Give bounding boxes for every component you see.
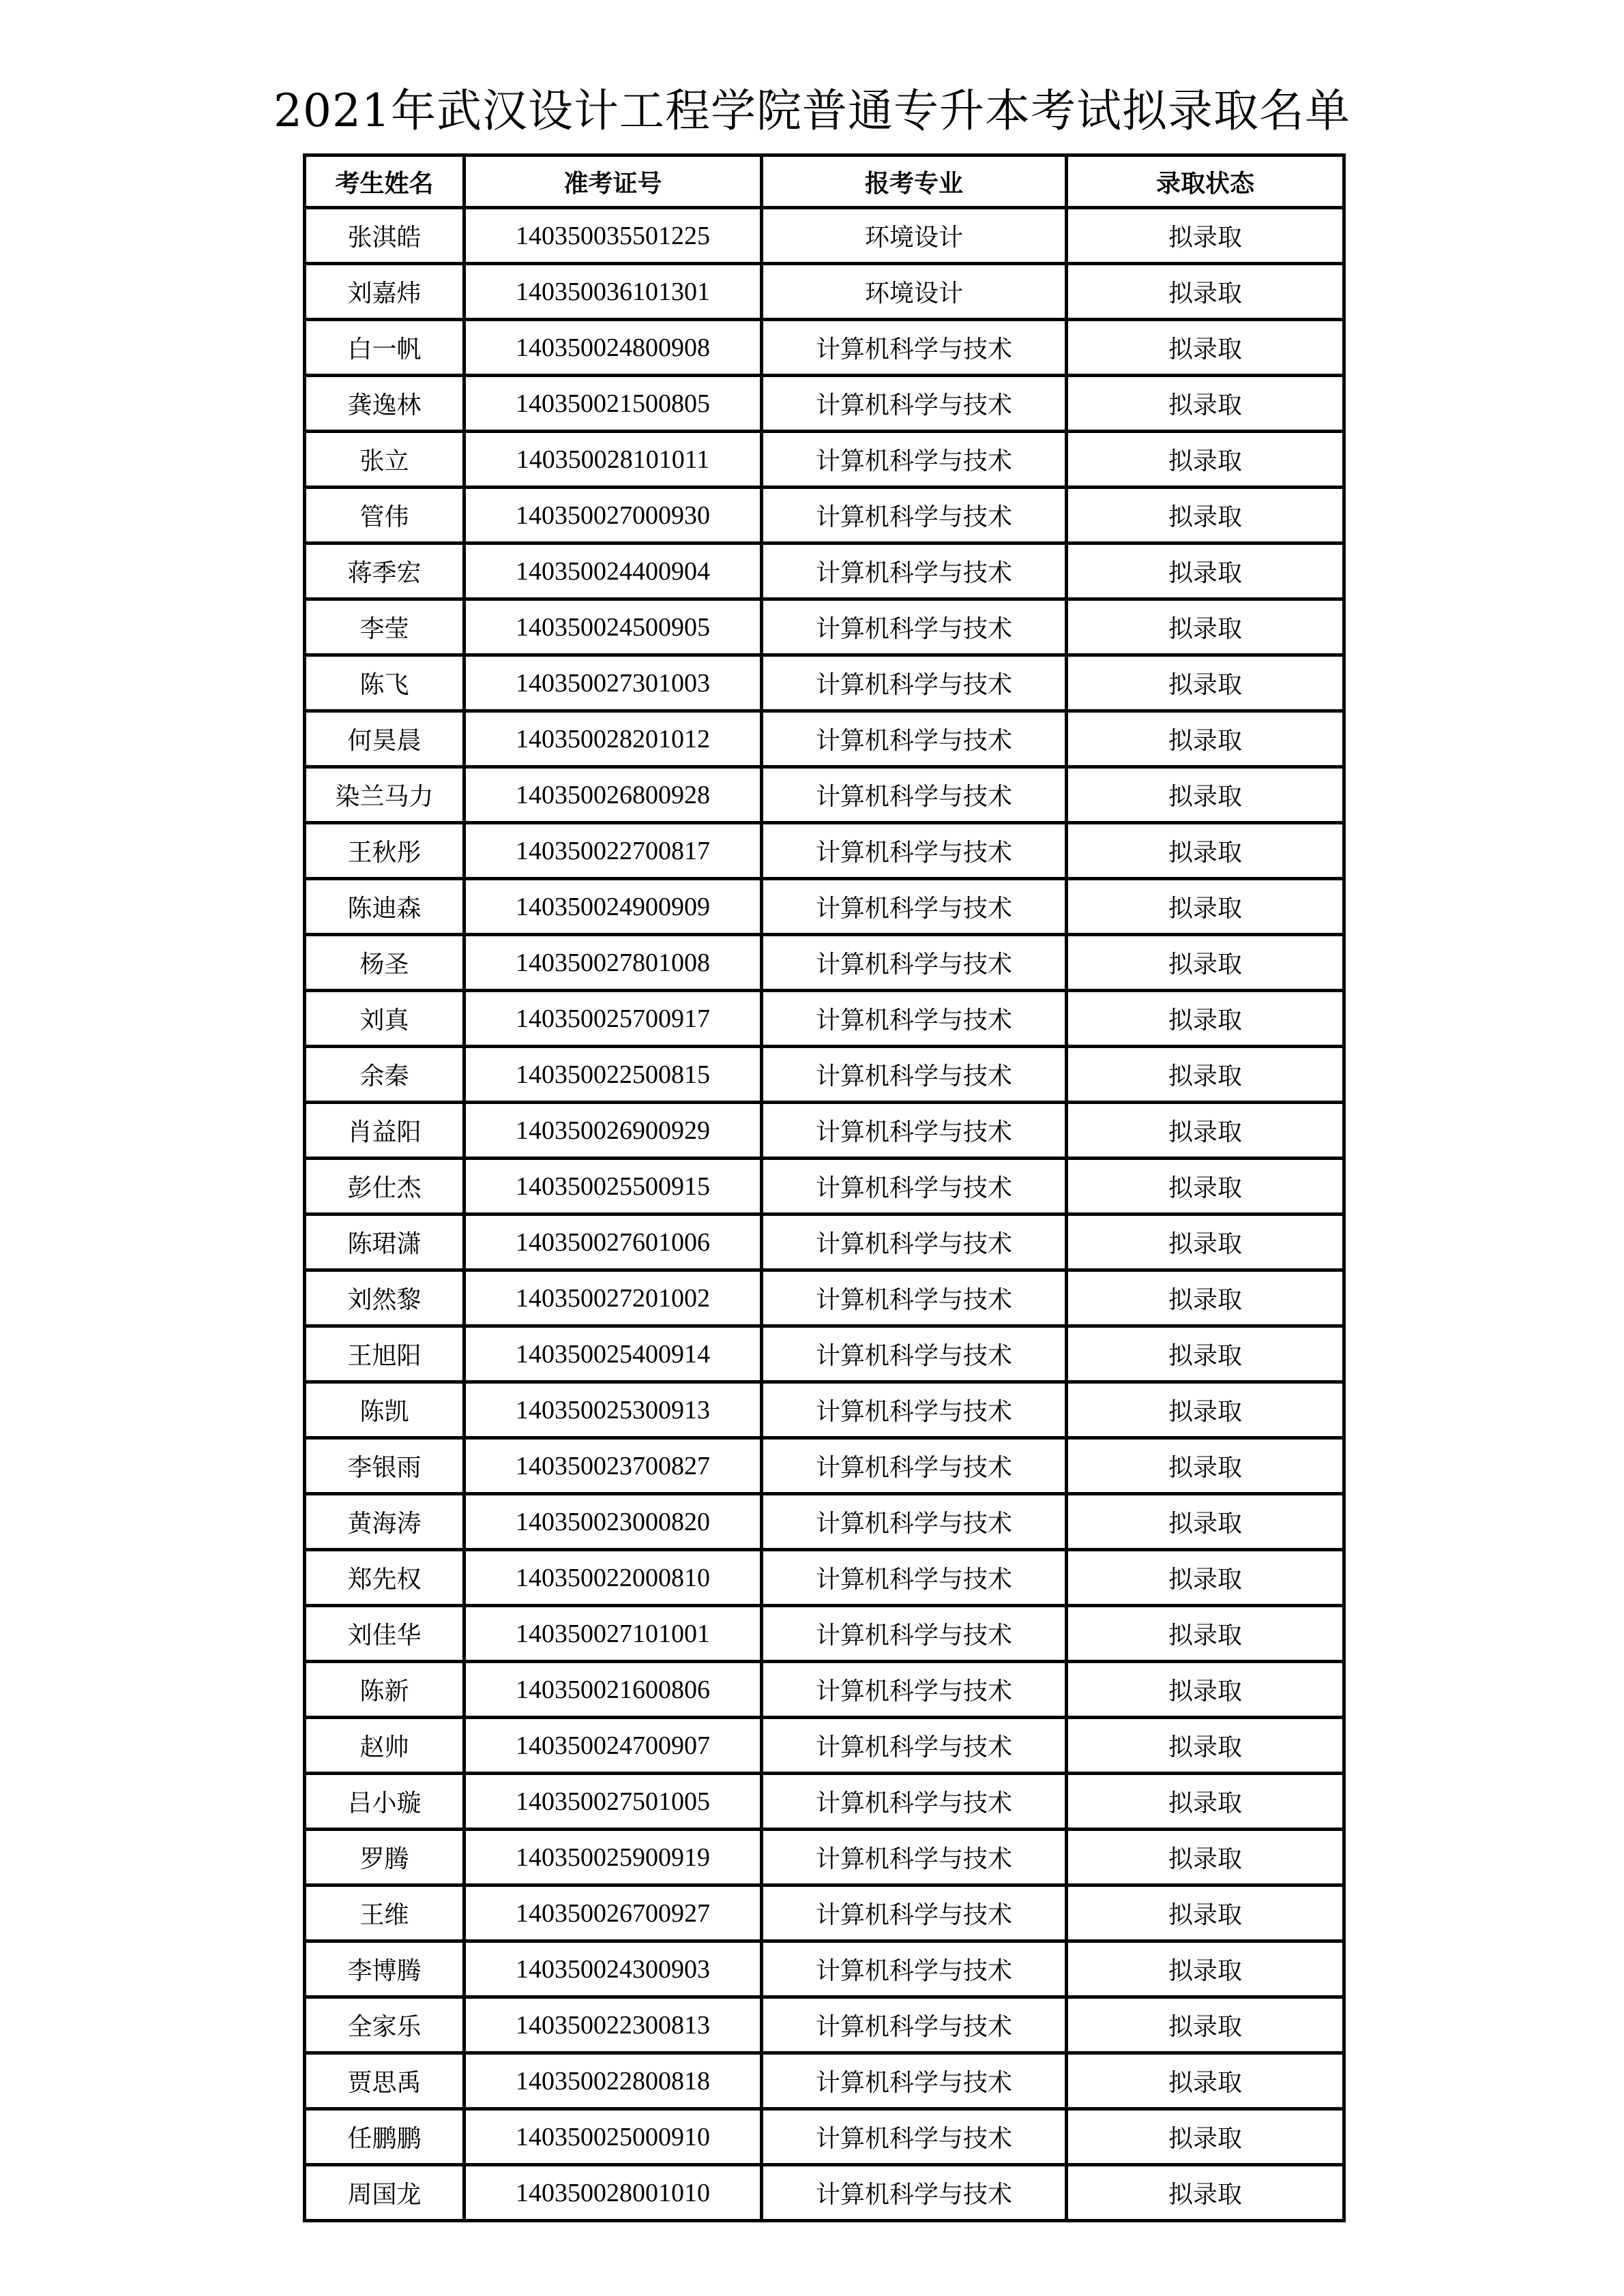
exam-id-cell: 140350022500815 [464,1047,762,1103]
table-header-row [305,155,1344,208]
major-cell: 计算机科学与技术 [762,767,1067,823]
status-cell: 拟录取 [1067,320,1344,376]
student-name-cell: 赵帅 [305,1718,464,1774]
exam-id-cell: 140350026900929 [464,1103,762,1159]
student-name-cell: 王秋彤 [305,823,464,879]
student-name-cell: 龚逸林 [305,376,464,432]
header-major: 报考专业 [762,155,1067,208]
status-cell: 拟录取 [1067,543,1344,599]
student-name-cell: 任鹏鹏 [305,2109,464,2165]
exam-id-cell: 140350022000810 [464,1550,762,1606]
exam-id-cell: 140350035501225 [464,208,762,264]
student-name-cell: 王维 [305,1885,464,1941]
exam-id-cell: 140350027000930 [464,488,762,543]
exam-id-cell: 140350022700817 [464,823,762,879]
major-cell: 计算机科学与技术 [762,879,1067,935]
exam-id-cell: 140350025300913 [464,1382,762,1438]
major-cell: 计算机科学与技术 [762,711,1067,767]
table-row [305,543,1344,599]
status-cell: 拟录取 [1067,1662,1344,1718]
major-cell: 计算机科学与技术 [762,1159,1067,1214]
status-cell: 拟录取 [1067,488,1344,543]
major-cell: 计算机科学与技术 [762,1047,1067,1103]
student-name-cell: 陈迪森 [305,879,464,935]
exam-id-cell: 140350027501005 [464,1774,762,1830]
student-name-cell: 何昊晨 [305,711,464,767]
header-exam-id: 准考证号 [464,155,762,208]
major-cell: 计算机科学与技术 [762,655,1067,711]
table-row [305,488,1344,543]
student-name-cell: 白一帆 [305,320,464,376]
table-row [305,599,1344,655]
status-cell: 拟录取 [1067,1718,1344,1774]
status-cell: 拟录取 [1067,823,1344,879]
major-cell: 计算机科学与技术 [762,1718,1067,1774]
exam-id-cell: 140350027601006 [464,1214,762,1270]
status-cell: 拟录取 [1067,991,1344,1047]
table-row [305,1382,1344,1438]
student-name-cell: 罗腾 [305,1830,464,1885]
status-cell: 拟录取 [1067,1270,1344,1326]
exam-id-cell: 140350025500915 [464,1159,762,1214]
exam-id-cell: 140350025000910 [464,2109,762,2165]
major-cell: 计算机科学与技术 [762,823,1067,879]
exam-id-cell: 140350027101001 [464,1606,762,1662]
status-cell: 拟录取 [1067,1941,1344,1997]
status-cell: 拟录取 [1067,935,1344,991]
exam-id-cell: 140350021600806 [464,1662,762,1718]
table-row [305,935,1344,991]
major-cell: 计算机科学与技术 [762,543,1067,599]
status-cell: 拟录取 [1067,879,1344,935]
student-name-cell: 王旭阳 [305,1326,464,1382]
table-row [305,991,1344,1047]
student-name-cell: 刘嘉炜 [305,264,464,320]
status-cell: 拟录取 [1067,1438,1344,1494]
major-cell: 计算机科学与技术 [762,1941,1067,1997]
exam-id-cell: 140350026700927 [464,1885,762,1941]
major-cell: 计算机科学与技术 [762,2109,1067,2165]
table-row [305,320,1344,376]
table-row [305,1159,1344,1214]
exam-id-cell: 140350024800908 [464,320,762,376]
status-cell: 拟录取 [1067,1326,1344,1382]
status-cell: 拟录取 [1067,655,1344,711]
exam-id-cell: 140350024300903 [464,1941,762,1997]
page-title: 2021年武汉设计工程学院普通专升本考试拟录取名单 [274,85,1350,137]
student-name-cell: 张立 [305,432,464,488]
exam-id-cell: 140350024900909 [464,879,762,935]
table-row [305,1718,1344,1774]
exam-id-cell: 140350028201012 [464,711,762,767]
student-name-cell: 肖益阳 [305,1103,464,1159]
major-cell: 计算机科学与技术 [762,1550,1067,1606]
status-cell: 拟录取 [1067,1830,1344,1885]
major-cell: 计算机科学与技术 [762,1214,1067,1270]
major-cell: 计算机科学与技术 [762,935,1067,991]
exam-id-cell: 140350024700907 [464,1718,762,1774]
exam-id-cell: 140350025700917 [464,991,762,1047]
table-row [305,767,1344,823]
table-row [305,655,1344,711]
table-row [305,1438,1344,1494]
status-cell: 拟录取 [1067,767,1344,823]
major-cell: 计算机科学与技术 [762,2053,1067,2109]
header-name: 考生姓名 [305,155,464,208]
admission-table [303,153,1346,2222]
exam-id-cell: 140350025400914 [464,1326,762,1382]
status-cell: 拟录取 [1067,376,1344,432]
status-cell: 拟录取 [1067,2109,1344,2165]
student-name-cell: 余秦 [305,1047,464,1103]
major-cell: 环境设计 [762,264,1067,320]
status-cell: 拟录取 [1067,1494,1344,1550]
status-cell: 拟录取 [1067,2053,1344,2109]
exam-id-cell: 140350021500805 [464,376,762,432]
major-cell: 计算机科学与技术 [762,1997,1067,2053]
table-row [305,879,1344,935]
status-cell: 拟录取 [1067,711,1344,767]
student-name-cell: 杨圣 [305,935,464,991]
major-cell: 计算机科学与技术 [762,1494,1067,1550]
exam-id-cell: 140350024500905 [464,599,762,655]
status-cell: 拟录取 [1067,2165,1344,2221]
student-name-cell: 吕小璇 [305,1774,464,1830]
major-cell: 计算机科学与技术 [762,1382,1067,1438]
status-cell: 拟录取 [1067,1382,1344,1438]
student-name-cell: 陈飞 [305,655,464,711]
exam-id-cell: 140350023000820 [464,1494,762,1550]
student-name-cell: 郑先权 [305,1550,464,1606]
major-cell: 计算机科学与技术 [762,432,1067,488]
status-cell: 拟录取 [1067,1103,1344,1159]
status-cell: 拟录取 [1067,1885,1344,1941]
student-name-cell: 黄海涛 [305,1494,464,1550]
student-name-cell: 周国龙 [305,2165,464,2221]
table-row [305,1494,1344,1550]
exam-id-cell: 140350022800818 [464,2053,762,2109]
table-row [305,823,1344,879]
table-row [305,1941,1344,1997]
exam-id-cell: 140350028001010 [464,2165,762,2221]
student-name-cell: 贾思禹 [305,2053,464,2109]
table-row [305,1606,1344,1662]
student-name-cell: 刘然黎 [305,1270,464,1326]
exam-id-cell: 140350027201002 [464,1270,762,1326]
table-row [305,1830,1344,1885]
student-name-cell: 全家乐 [305,1997,464,2053]
table-row [305,1326,1344,1382]
status-cell: 拟录取 [1067,1159,1344,1214]
exam-id-cell: 140350028101011 [464,432,762,488]
student-name-cell: 蒋季宏 [305,543,464,599]
major-cell: 环境设计 [762,208,1067,264]
table-row [305,1270,1344,1326]
table-row [305,1214,1344,1270]
status-cell: 拟录取 [1067,1214,1344,1270]
exam-id-cell: 140350026800928 [464,767,762,823]
student-name-cell: 彭仕杰 [305,1159,464,1214]
status-cell: 拟录取 [1067,1047,1344,1103]
major-cell: 计算机科学与技术 [762,1606,1067,1662]
header-status: 录取状态 [1067,155,1344,208]
major-cell: 计算机科学与技术 [762,376,1067,432]
table-row [305,2165,1344,2221]
table-row [305,1774,1344,1830]
table-row [305,1885,1344,1941]
student-name-cell: 刘佳华 [305,1606,464,1662]
student-name-cell: 李银雨 [305,1438,464,1494]
table-row [305,1103,1344,1159]
table-body [305,208,1344,2221]
exam-id-cell: 140350025900919 [464,1830,762,1885]
major-cell: 计算机科学与技术 [762,991,1067,1047]
exam-id-cell: 140350024400904 [464,543,762,599]
exam-id-cell: 140350027801008 [464,935,762,991]
student-name-cell: 染兰马力 [305,767,464,823]
exam-id-cell: 140350027301003 [464,655,762,711]
student-name-cell: 陈凯 [305,1382,464,1438]
table-row [305,1997,1344,2053]
major-cell: 计算机科学与技术 [762,1326,1067,1382]
table-row [305,264,1344,320]
status-cell: 拟录取 [1067,1997,1344,2053]
student-name-cell: 李博腾 [305,1941,464,1997]
table-row [305,376,1344,432]
status-cell: 拟录取 [1067,432,1344,488]
major-cell: 计算机科学与技术 [762,1270,1067,1326]
exam-id-cell: 140350023700827 [464,1438,762,1494]
table-row [305,208,1344,264]
status-cell: 拟录取 [1067,208,1344,264]
table-row [305,1662,1344,1718]
table-row [305,1047,1344,1103]
table-row [305,1550,1344,1606]
student-name-cell: 李莹 [305,599,464,655]
student-name-cell: 陈新 [305,1662,464,1718]
student-name-cell: 刘真 [305,991,464,1047]
status-cell: 拟录取 [1067,1774,1344,1830]
exam-id-cell: 140350036101301 [464,264,762,320]
table-row [305,2109,1344,2165]
major-cell: 计算机科学与技术 [762,1885,1067,1941]
table-row [305,432,1344,488]
student-name-cell: 张淇皓 [305,208,464,264]
exam-id-cell: 140350022300813 [464,1997,762,2053]
major-cell: 计算机科学与技术 [762,1103,1067,1159]
table-row [305,711,1344,767]
major-cell: 计算机科学与技术 [762,2165,1067,2221]
major-cell: 计算机科学与技术 [762,1438,1067,1494]
major-cell: 计算机科学与技术 [762,1662,1067,1718]
status-cell: 拟录取 [1067,1606,1344,1662]
major-cell: 计算机科学与技术 [762,320,1067,376]
status-cell: 拟录取 [1067,599,1344,655]
major-cell: 计算机科学与技术 [762,1830,1067,1885]
status-cell: 拟录取 [1067,1550,1344,1606]
student-name-cell: 管伟 [305,488,464,543]
major-cell: 计算机科学与技术 [762,599,1067,655]
student-name-cell: 陈珺潇 [305,1214,464,1270]
major-cell: 计算机科学与技术 [762,488,1067,543]
table-row [305,2053,1344,2109]
major-cell: 计算机科学与技术 [762,1774,1067,1830]
status-cell: 拟录取 [1067,264,1344,320]
